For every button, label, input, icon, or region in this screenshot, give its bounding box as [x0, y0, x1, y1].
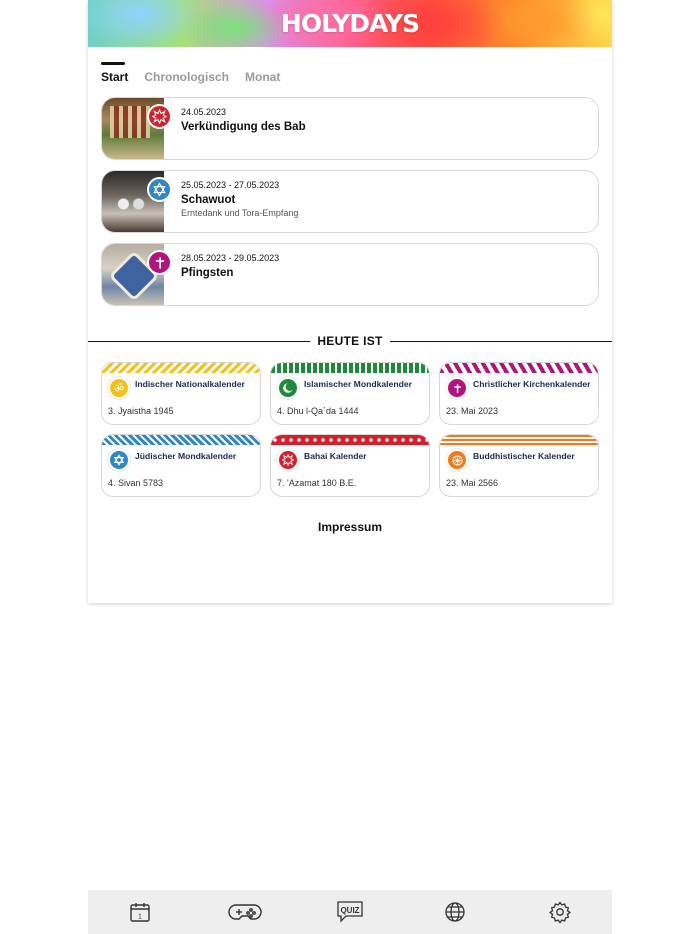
- event-title: Verkündigung des Bab: [181, 121, 306, 133]
- event-subtitle: Erntedank und Tora-Empfang: [181, 208, 299, 218]
- calendar-grid: [101, 362, 599, 497]
- calendar-date: 23. Mai 2023: [446, 406, 499, 416]
- calendar-date: 4. Sivan 5783: [108, 478, 164, 488]
- calendar-name: Bahai Kalender: [304, 451, 367, 461]
- bahai-star-icon: [277, 449, 299, 471]
- pattern-strip: [440, 363, 598, 373]
- upcoming-events-list: [101, 97, 599, 316]
- event-title: Schawuot: [181, 194, 236, 206]
- globe-icon: [443, 900, 467, 924]
- bottom-navigation: [88, 890, 612, 934]
- tab-bar: [101, 62, 280, 84]
- pattern-strip: [271, 363, 429, 373]
- event-date: 24.05.2023: [181, 107, 227, 117]
- calendar-date: 4. Dhu l-Qa`da 1444: [277, 406, 359, 416]
- cross-icon: [446, 377, 468, 399]
- star-of-david-icon: [147, 177, 172, 202]
- calendar-card-buddhist[interactable]: [439, 434, 599, 497]
- nav-games-button[interactable]: [225, 892, 265, 932]
- calendar-name: Christlicher Kirchenkalender: [473, 379, 591, 389]
- tab-monat[interactable]: Monat: [245, 70, 281, 84]
- event-date: 28.05.2023 - 29.05.2023: [181, 253, 280, 263]
- pattern-strip: [440, 435, 598, 445]
- calendar-card-jewish[interactable]: [101, 434, 261, 497]
- tab-chronologisch[interactable]: Chronologisch: [144, 70, 230, 84]
- impressum-link[interactable]: Impressum: [317, 520, 383, 534]
- cross-icon: [147, 250, 172, 275]
- gamepad-icon: [228, 901, 262, 923]
- calendar-date: 3. Jyaistha 1945: [108, 406, 174, 416]
- tab-start[interactable]: Start: [101, 62, 128, 84]
- nav-settings-button[interactable]: [540, 892, 580, 932]
- event-title: Pfingsten: [181, 267, 234, 279]
- nav-globe-button[interactable]: [435, 892, 475, 932]
- calendar-name: Islamischer Mondkalender: [304, 379, 412, 389]
- calendar-card-islamic[interactable]: [270, 362, 430, 425]
- event-card[interactable]: [101, 97, 599, 160]
- crescent-icon: [277, 377, 299, 399]
- calendar-card-christian[interactable]: [439, 362, 599, 425]
- app-logo-title: HOLYDAYS: [280, 9, 420, 38]
- today-heading: HEUTE IST: [317, 334, 383, 348]
- event-card[interactable]: [101, 170, 599, 233]
- pattern-strip: [102, 363, 260, 373]
- nav-quiz-button[interactable]: [330, 892, 370, 932]
- event-card[interactable]: [101, 243, 599, 306]
- today-section-heading: [88, 334, 612, 348]
- calendar-day-number: 1: [138, 913, 143, 921]
- event-date: 25.05.2023 - 27.05.2023: [181, 180, 280, 190]
- pattern-strip: [271, 435, 429, 445]
- pattern-strip: [102, 435, 260, 445]
- app-panel: [88, 0, 612, 603]
- divider: [390, 341, 612, 342]
- calendar-name: Jüdischer Mondkalender: [135, 451, 237, 461]
- calendar-name: Buddhistischer Kalender: [473, 451, 575, 461]
- gear-icon: [548, 900, 572, 924]
- nav-calendar-button[interactable]: [120, 892, 160, 932]
- calendar-name: Indischer Nationalkalender: [135, 379, 245, 389]
- calendar-icon: [128, 900, 152, 924]
- header-banner: [88, 0, 612, 47]
- quiz-label: QUIZ: [340, 906, 360, 915]
- quiz-icon: [335, 899, 365, 925]
- om-icon: ॐ: [108, 377, 130, 399]
- calendar-card-indian[interactable]: [101, 362, 261, 425]
- dharma-wheel-icon: [446, 449, 468, 471]
- calendar-date: 23. Mai 2566: [446, 478, 499, 488]
- calendar-card-bahai[interactable]: [270, 434, 430, 497]
- bahai-star-icon: [147, 104, 172, 129]
- calendar-date: 7. 'Azamat 180 B.E.: [277, 478, 357, 488]
- star-of-david-icon: [108, 449, 130, 471]
